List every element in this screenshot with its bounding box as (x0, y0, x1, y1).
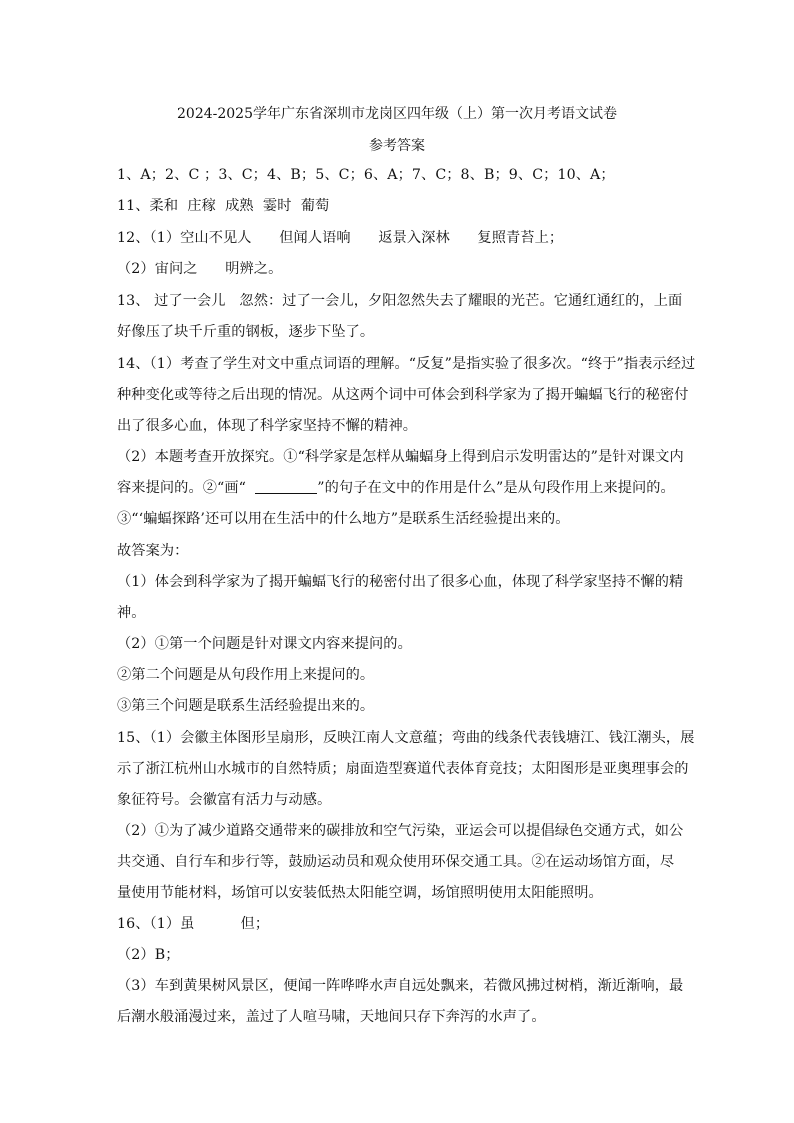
answer-line: 13、 过了一会儿 忽然：过了一会儿，夕阳忽然失去了耀眼的光芒。它通红通红的，上面 (117, 293, 683, 309)
answer-line: 12、（1）空山不见人 但闻人语响 返景入深林 复照青苔上； (117, 230, 564, 246)
answer-line: 故答案为： (117, 543, 189, 559)
answer-line: （1）体会到科学家为了揭开蝙蝠飞行的秘密付出了很多心血，体现了科学家坚持不懈的精 (117, 574, 684, 590)
answer-line: 后潮水般涌漫过来，盖过了人喧马啸，天地间只存下奔泻的水声了。 (117, 1009, 546, 1025)
answer-line: 量使用节能材料，场馆可以安装低热太阳能空调，场馆照明使用太阳能照明。 (117, 885, 603, 901)
answer-line: 象征符号。会徽富有活力与动感。 (117, 792, 332, 808)
answer-line: 好像压了块千斤重的钢板，逐步下坠了。 (117, 324, 375, 340)
answer-line: 出了很多心血，体现了科学家坚持不懈的精神。 (117, 418, 418, 434)
answer-line: 14、（1）考查了学生对文中重点词语的理解。“反复”是指实验了很多次。“终于”指表示经过 (117, 356, 696, 372)
answer-line: （3）车到黄果树风景区，便闻一阵哗哗水声自远处飘来，若微风拂过树梢，渐近渐响，最 (117, 978, 684, 994)
answer-line: 示了浙江杭州山水城市的自然特质；扇面造型赛道代表体育竞技；太阳图形是亚奥理事会的 (117, 761, 689, 777)
answer-line: 15、（1）会徽主体图形呈扇形，反映江南人文意蕴；弯曲的线条代表钱塘江、钱江潮头，展 (117, 730, 695, 746)
answer-line: （2）①第一个问题是针对课文内容来提问的。 (117, 636, 412, 652)
answer-line: （2）①为了减少道路交通带来的碳排放和空气污染，亚运会可以提倡绿色交通方式，如公 (117, 823, 684, 839)
fill-blank (255, 480, 317, 494)
answer-line: （2）本题考查开放探究。①“科学家是怎样从蝙蝠身上得到启示发明雷达的”是针对课文内 (117, 449, 684, 465)
answer-line: （2）宙问之 明辨之。 (117, 261, 283, 277)
answer-line: 神。 (117, 605, 146, 621)
answer-line-part: 容来提问的。②“画“ (117, 480, 256, 496)
answer-line: （2）B； (117, 947, 180, 963)
answer-line: ②第二个问题是从句段作用上来提问的。 (117, 667, 375, 683)
answer-line (117, 479, 675, 497)
page-title: 2024-2025学年广东省深圳市龙岗区四年级（上）第一次月考语文试卷 (177, 106, 617, 122)
answer-line: 1、A；2、C ；3、C；4、B；5、C；6、A；7、C；8、B；9、C；10、A； (117, 167, 615, 183)
answer-line: ③第三个问题是联系生活经验提出来的。 (117, 698, 375, 714)
answer-line-part: ”的句子在文中的作用是什么”是从句段作用上来提问的。 (317, 480, 675, 496)
answer-line: 11、柔和 庄稼 成熟 霎时 葡萄 (117, 198, 330, 214)
answer-line: 种种变化或等待之后出现的情况。从这两个词中可体会到科学家为了揭开蝙蝠飞行的秘密付 (117, 387, 689, 403)
answer-line: 共交通、自行车和步行等，鼓励运动员和观众使用环保交通工具。②在运动场馆方面，尽 (117, 854, 675, 870)
page-subtitle: 参考答案 (369, 138, 425, 154)
answer-line: 16、（1）虽 但； (117, 916, 270, 932)
answer-line: ③“‘蝙蝠探路’还可以用在生活中的什么地方”是联系生活经验提出来的。 (117, 511, 570, 527)
